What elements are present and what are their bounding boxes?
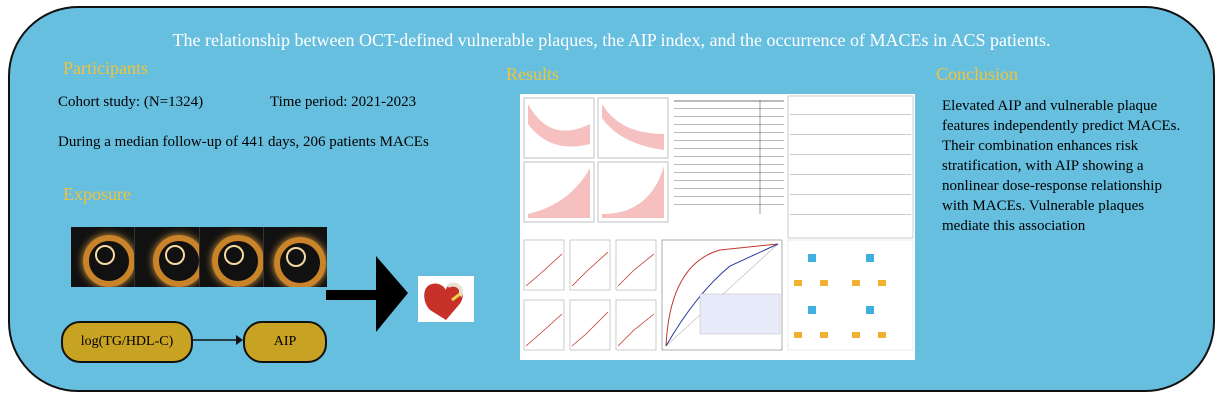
formula-pill: log(TG/HDL-C) <box>61 321 193 363</box>
participants-heading: Participants <box>63 58 148 78</box>
aip-pill: AIP <box>243 321 327 363</box>
cohort-text: Cohort study: (N=1324) <box>58 94 204 110</box>
infographic-panel <box>8 6 1215 392</box>
infographic-title: The relationship between OCT-defined vulnerable plaques, the AIP index, and the occurrence of MACEs in ACS patients. <box>172 30 1051 50</box>
results-figure <box>520 94 915 360</box>
exposure-heading: Exposure <box>63 184 131 204</box>
big-arrow-icon <box>326 256 408 332</box>
results-heading: Results <box>506 64 560 84</box>
heart-icon <box>418 276 474 322</box>
period-text: Time period: 2021-2023 <box>270 94 417 110</box>
conclusion-text: Elevated AIP and vulnerable plaque features independently predict MACEs. Their combination enhances risk stratification, with AIP showing a nonlinear dose-response relationship with MACEs. Vulnerable plaques mediate this association <box>942 98 1181 234</box>
conclusion-heading: Conclusion <box>936 64 1019 84</box>
followup-text: During a median follow-up of 441 days, 206 patients MACEs <box>58 134 429 150</box>
